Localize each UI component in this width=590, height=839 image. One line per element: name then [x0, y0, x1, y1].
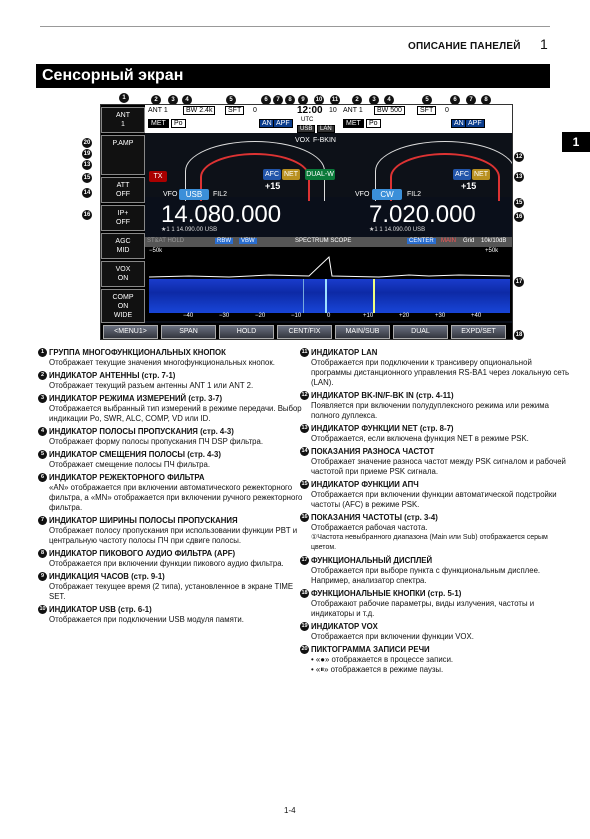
scale-tick-label: −30	[219, 313, 230, 319]
description-title	[300, 556, 570, 566]
item-desc: Отображает значение разноса частот между PSK сигналом и рабочей частотой при приеме PSK сигнала.	[311, 457, 566, 476]
callout-marker: 2	[352, 95, 362, 105]
description-item	[38, 348, 308, 368]
item-number: 7	[38, 516, 47, 525]
multi-function-button[interactable]	[101, 135, 145, 175]
sub-antenna-indicator: ANT 1	[343, 107, 363, 114]
right-description-column	[300, 348, 570, 678]
shift-indicator: SFT	[225, 106, 244, 115]
sub-apf-indicator: APF	[465, 119, 485, 128]
callout-marker: 8	[285, 95, 295, 105]
description-item	[300, 424, 570, 444]
item-desc: • «●» отображается в процессе записи.	[311, 655, 454, 664]
sub-mode: CW	[372, 189, 402, 200]
description-item	[38, 572, 308, 602]
item-desc: Отображается при подключении к трансиверу опциональной программы дистанционного управления RS-BA1 через локальную сеть (LAN).	[311, 358, 570, 387]
item-desc: Отображается выбранный тип измерений в режиме передачи. Выбор индикации Po, SWR, ALC, COMP, VD или ID.	[49, 404, 302, 423]
description-item	[300, 556, 570, 586]
callout-marker: 7	[466, 95, 476, 105]
callout-marker: 11	[331, 97, 339, 103]
main-offset-readout: +15	[265, 181, 281, 191]
description-title	[38, 549, 308, 559]
callout-marker: 5	[422, 95, 432, 105]
multi-function-button[interactable]	[101, 107, 145, 133]
multi-function-button[interactable]	[101, 233, 145, 259]
button-label: ON	[117, 303, 129, 310]
description-item	[300, 447, 570, 477]
item-number: 9	[38, 572, 47, 581]
touch-screen-illustration	[100, 104, 513, 340]
button-label: 1	[121, 121, 125, 128]
item-desc: Отображается рабочая частота.	[311, 523, 428, 532]
description-item	[38, 371, 308, 391]
utc-label: UTC	[301, 117, 314, 123]
item-title: ИНДИКАТОР РЕЖЕКТОРНОГО ФИЛЬТРА	[49, 473, 205, 482]
button-label: ATT	[116, 182, 130, 189]
header-title: ОПИСАНИЕ ПАНЕЛЕЙ	[408, 41, 521, 52]
description-title	[300, 447, 570, 457]
item-number: 14	[301, 448, 308, 454]
description-item	[38, 394, 308, 424]
item-title: ИНДИКАТОР ФУНКЦИИ NET (стр. 8-7)	[311, 424, 454, 433]
description-item	[300, 645, 570, 675]
afc-indicator: AFC	[265, 171, 279, 178]
description-title	[38, 473, 308, 483]
main-unselected-frequency: ★1 1 14.090.00 USB	[161, 227, 218, 233]
clock-second: 10	[329, 107, 337, 114]
clock-display: 12:00	[297, 105, 323, 116]
item-note: ①Частота невыбранного диапазона (Main или Sub) отображается серым цветом.	[311, 534, 548, 551]
section-title: Сенсорный экран	[36, 64, 550, 88]
callout-marker: 7	[273, 95, 283, 105]
button-label: OFF	[116, 219, 130, 226]
function-key[interactable]: DUAL	[393, 325, 448, 339]
description-title	[300, 424, 570, 434]
callout-marker: 8	[481, 95, 491, 105]
item-desc: Отображает смещение полосы ПЧ фильтра.	[49, 460, 210, 469]
indicator-strip	[101, 105, 513, 133]
sub-filter: FIL2	[407, 191, 422, 198]
main-vfo-label: VFO	[163, 191, 178, 198]
sub-vfo-label: VFO	[355, 191, 370, 198]
description-item	[38, 549, 308, 569]
item-desc2: • «⏸» отображается в режиме паузы.	[311, 665, 444, 674]
item-desc: Отображает текущий разъем антенны ANT 1 или ANT 2.	[49, 381, 254, 390]
description-title	[38, 348, 308, 358]
main-mode: USB	[179, 189, 209, 200]
scope-vbw: VBW	[241, 238, 255, 244]
item-desc: Отображает полосу пропускания при использовании функции PBT и центральную частоту полосы ПЧ при сдвиге полосы.	[49, 526, 298, 545]
multi-function-button[interactable]	[101, 261, 145, 287]
sub-bandwidth-indicator: BW 500	[374, 106, 405, 115]
dual-watch-indicator: DUAL-W	[306, 171, 334, 178]
button-label: WIDE	[113, 312, 133, 319]
description-title	[38, 572, 308, 582]
header-rule	[40, 26, 550, 27]
function-key[interactable]: HOLD	[219, 325, 274, 339]
scale-tick-label: −10	[291, 313, 302, 319]
description-item	[300, 622, 570, 642]
function-key[interactable]: CENT/FIX	[277, 325, 332, 339]
usb-indicator: USB	[297, 125, 315, 133]
item-desc: Отображает форму полосы пропускания ПЧ DSP фильтра.	[49, 437, 264, 446]
main-frequency: 14.080.000	[161, 201, 282, 228]
description-title	[300, 589, 570, 599]
item-number: 18	[301, 590, 308, 596]
antenna-indicator: ANT 1	[148, 107, 168, 114]
meter-area	[145, 133, 513, 197]
scale-tick-label: +20	[399, 313, 410, 319]
button-label: VOX	[115, 266, 131, 273]
scope-title: SPECTRUM SCOPE	[295, 238, 352, 244]
callout-marker: 19	[83, 151, 91, 157]
description-title	[38, 394, 308, 404]
scope-main: MAIN	[441, 238, 456, 244]
item-title: ПИКТОГРАММА ЗАПИСИ РЕЧИ	[311, 645, 430, 654]
item-desc: Отображается при включении функции автоматической подстройки частоты (AFC) в режиме PSK.	[311, 490, 557, 509]
meter-mode: Po	[171, 119, 186, 128]
scope-grid: Grid	[463, 238, 475, 244]
callout-marker: 4	[182, 95, 192, 105]
function-key[interactable]: <MENU1>	[103, 325, 158, 339]
sub-net-indicator: NET	[474, 171, 488, 178]
item-title: ИНДИКАТОР ПОЛОСЫ ПРОПУСКАНИЯ (стр. 4-3)	[49, 427, 234, 436]
item-number: 5	[38, 450, 47, 459]
item-title: ПОКАЗАНИЯ ЧАСТОТЫ (стр. 3-4)	[311, 513, 438, 522]
waterfall	[149, 279, 510, 313]
item-desc: «AN» отображается при включении автоматического режекторного фильтра, а «MN» отображается при включении ручного режекторного фильтра.	[49, 483, 303, 512]
function-key[interactable]: SPAN	[161, 325, 216, 339]
callout-marker: 6	[261, 95, 271, 105]
item-desc: Отображает текущее время (2 типа), установленное в экране TIME SET.	[49, 582, 294, 601]
net-indicator: NET	[284, 171, 298, 178]
scope-rbw: RBW	[217, 238, 231, 244]
sub-frequency: 7.020.000	[369, 201, 476, 228]
left-description-column	[38, 348, 308, 628]
item-title: ИНДИКАТОР VOX	[311, 622, 378, 631]
item-number: 12	[301, 392, 308, 398]
callout-marker: 12	[515, 154, 523, 160]
item-number: 16	[301, 514, 308, 520]
sub-meter-mode: Po	[366, 119, 381, 128]
sub-unselected-frequency: ★1 1 14.090.00 USB	[369, 227, 426, 233]
callout-marker: 5	[226, 95, 236, 105]
page-number: 1-4	[284, 806, 296, 815]
description-item	[38, 427, 308, 447]
vox-indicator: VOX	[295, 137, 310, 144]
callout-marker: 3	[369, 95, 379, 105]
callout-marker: 13	[515, 174, 523, 180]
scope-hold-label: ST&AT HOLD	[147, 238, 185, 244]
description-title	[300, 348, 570, 358]
description-item	[300, 348, 570, 388]
item-title: ФУНКЦИОНАЛЬНЫЕ КНОПКИ (стр. 5-1)	[311, 589, 462, 598]
button-label: IP+	[117, 210, 129, 217]
callout-marker: 18	[515, 332, 523, 338]
multi-function-button[interactable]	[101, 177, 145, 203]
button-label: OFF	[116, 191, 130, 198]
sub-shift-indicator: SFT	[417, 106, 436, 115]
scale-tick-label: 0	[327, 313, 331, 319]
multi-function-button[interactable]	[101, 289, 145, 323]
item-number: 8	[38, 549, 47, 558]
notch-indicator: AN	[259, 119, 275, 128]
item-desc: Отображает текущие значения многофункциональных кнопок.	[49, 358, 275, 367]
scope-scale	[149, 313, 510, 321]
callout-marker: 3	[168, 95, 178, 105]
item-number: 19	[301, 623, 308, 629]
chapter-tab: 1	[562, 132, 590, 152]
item-number: 3	[38, 394, 47, 403]
item-number: 1	[38, 348, 47, 357]
callout-marker: 15	[83, 175, 91, 181]
item-title: ИНДИКАТОР ФУНКЦИИ АПЧ	[311, 480, 419, 489]
sub-shift-value: 0	[445, 107, 449, 114]
description-title	[38, 427, 308, 437]
callout-marker: 2	[151, 95, 161, 105]
item-number: 13	[301, 425, 308, 431]
item-number: 4	[38, 427, 47, 436]
spectrum-scope	[145, 237, 513, 321]
shift-value: 0	[253, 107, 257, 114]
scope-span: 10k/10dB	[481, 238, 507, 244]
item-number: 2	[38, 371, 47, 380]
item-title: ПОКАЗАНИЯ РАЗНОСА ЧАСТОТ	[311, 447, 435, 456]
item-title: ИНДИКАТОР ШИРИНЫ ПОЛОСЫ ПРОПУСКАНИЯ	[49, 516, 238, 525]
sub-offset-readout: +15	[461, 181, 477, 191]
item-number: 11	[301, 349, 308, 355]
item-number: 20	[301, 646, 308, 652]
callout-marker: 16	[515, 214, 523, 220]
scale-tick-label: −40	[183, 313, 194, 319]
description-title	[300, 513, 570, 523]
item-number: 15	[301, 481, 308, 487]
description-item	[300, 480, 570, 510]
callout-marker: 15	[515, 200, 523, 206]
callout-marker: 16	[83, 212, 91, 218]
button-label: P.AMP	[112, 140, 134, 147]
scale-tick-label: +10	[363, 313, 374, 319]
description-title	[300, 622, 570, 632]
multi-function-button-group	[101, 105, 145, 323]
lan-indicator: LAN	[317, 125, 335, 133]
item-title: ФУНКЦИОНАЛЬНЫЙ ДИСПЛЕЙ	[311, 556, 433, 565]
scope-right-edge: +50k	[485, 248, 499, 254]
item-title: ИНДИКАТОР ПИКОВОГО АУДИО ФИЛЬТРА (APF)	[49, 549, 236, 558]
scale-tick-label: +30	[435, 313, 446, 319]
callout-marker: 20	[83, 140, 91, 146]
callout-marker: 9	[298, 95, 308, 105]
scope-left-edge: −50k	[149, 248, 163, 254]
item-title: ИНДИКАТОР РЕЖИМА ИЗМЕРЕНИЙ (стр. 3-7)	[49, 394, 223, 403]
description-item	[38, 473, 308, 513]
item-desc: Отображается при подключении USB модуля памяти.	[49, 615, 244, 624]
item-title: ИНДИКАЦИЯ ЧАСОВ (стр. 9-1)	[49, 572, 165, 581]
tx-indicator: TX	[149, 171, 167, 182]
description-item	[300, 513, 570, 553]
item-desc: Отображается, если включена функция NET в режиме PSK.	[311, 434, 529, 443]
function-key-row	[101, 323, 513, 340]
callout-marker: 14	[83, 190, 91, 196]
fbkin-indicator: F-BKIN	[313, 137, 336, 144]
apf-indicator: APF	[273, 119, 293, 128]
bandwidth-indicator: BW 2.4k	[183, 106, 215, 115]
description-title	[38, 605, 308, 615]
sub-afc-indicator: AFC	[455, 171, 469, 178]
item-title: ИНДИКАТОР USB (стр. 6-1)	[49, 605, 152, 614]
scale-tick-label: −20	[255, 313, 266, 319]
description-title	[300, 391, 570, 401]
description-title	[38, 516, 308, 526]
description-title	[300, 645, 570, 655]
function-key[interactable]: EXPD/SET	[451, 325, 506, 339]
callout-marker: 17	[515, 279, 523, 285]
item-title: ИНДИКАТОР СМЕЩЕНИЯ ПОЛОСЫ (стр. 4-3)	[49, 450, 221, 459]
callout-marker: 13	[83, 162, 91, 168]
sub-notch-indicator: AN	[451, 119, 467, 128]
button-label: MID	[116, 247, 130, 254]
sub-meter-label: MET	[343, 119, 364, 128]
callout-marker: 10	[315, 97, 323, 103]
item-title: ИНДИКАТОР АНТЕННЫ (стр. 7-1)	[49, 371, 176, 380]
function-key[interactable]: MAIN/SUB	[335, 325, 390, 339]
scale-tick-label: +40	[471, 313, 482, 319]
item-title: ИНДИКАТОР LAN	[311, 348, 378, 357]
button-label: ANT	[116, 112, 130, 119]
description-title	[38, 450, 308, 460]
item-desc: Отображается при выборе пункта с функциональным дисплее. Например, анализатор спектра.	[311, 566, 541, 585]
item-number: 10	[39, 606, 46, 612]
button-label: AGC	[115, 238, 131, 245]
description-item	[38, 605, 308, 625]
button-label: COMP	[112, 294, 134, 301]
button-label: ON	[117, 275, 129, 282]
header-page-number: 1	[540, 36, 548, 52]
description-item	[38, 450, 308, 470]
item-title: ГРУППА МНОГОФУНКЦИОНАЛЬНЫХ КНОПОК	[49, 348, 226, 357]
description-item	[300, 589, 570, 619]
spectrum-trace	[149, 255, 510, 279]
item-desc: Отображается при включении функции пикового аудио фильтра.	[49, 559, 284, 568]
meter-label: MET	[148, 119, 169, 128]
description-title	[300, 480, 570, 490]
description-title	[38, 371, 308, 381]
callout-marker: 4	[384, 95, 394, 105]
item-desc: Отображают рабочие параметры, виды излучения, частоты и индикаторы и т.д.	[311, 599, 535, 618]
item-title: ИНДИКАТОР BK-IN/F-BK IN (стр. 4-11)	[311, 391, 454, 400]
description-item	[38, 516, 308, 546]
item-number: 17	[301, 557, 308, 563]
item-desc: Отображается при включении функции VOX.	[311, 632, 474, 641]
item-desc: Появляется при включении полудуплексного режима или режима полного дуплекса.	[311, 401, 549, 420]
callout-marker: 6	[450, 95, 460, 105]
callout-marker: 1	[119, 93, 129, 103]
scope-header	[145, 237, 513, 247]
item-number: 6	[38, 473, 47, 482]
main-filter: FIL2	[213, 191, 228, 198]
multi-function-button[interactable]	[101, 205, 145, 231]
scope-center: CENTER	[409, 238, 434, 244]
description-item	[300, 391, 570, 421]
